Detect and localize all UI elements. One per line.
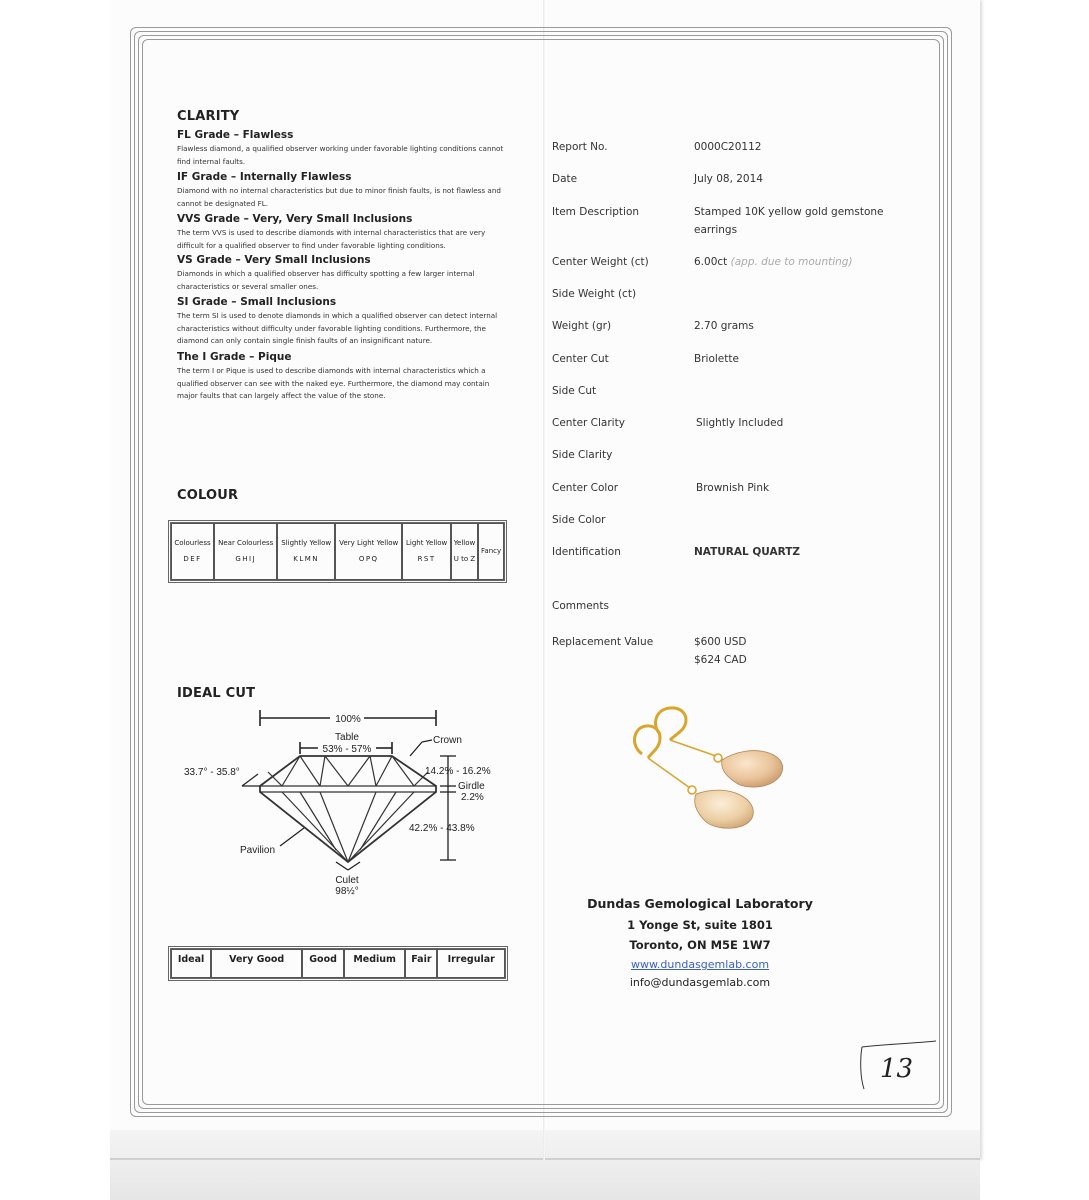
girdle-label: Girdle bbox=[458, 781, 485, 792]
colour-cell-grades: GHIJ bbox=[235, 554, 257, 563]
cut-grade-table bbox=[168, 946, 508, 981]
report-field-value bbox=[694, 253, 853, 271]
report-field-label: Center Weight (ct) bbox=[552, 256, 649, 268]
report-field-label: Side Weight (ct) bbox=[552, 288, 637, 300]
colour-cell bbox=[335, 523, 402, 580]
lab-website-link[interactable]: www.dundasgemlab.com bbox=[630, 958, 770, 971]
report-field-value: July 08, 2014 bbox=[694, 173, 763, 185]
center-weight-note: (app. due to mounting) bbox=[730, 256, 853, 268]
colour-cell bbox=[478, 523, 504, 580]
culet-label: Culet bbox=[335, 875, 359, 886]
handwritten-number-text: 13 bbox=[880, 1054, 914, 1084]
report-field-value: Stamped 10K yellow gold gemstone earrings bbox=[694, 206, 884, 236]
grade-title: VS Grade – Very Small Inclusions bbox=[177, 254, 371, 266]
replacement-value-usd: $600 USD bbox=[694, 636, 747, 648]
scan-background bbox=[0, 0, 110, 1200]
cut-grade-cell: Medium bbox=[344, 949, 405, 978]
grade-description: The term VVS is used to describe diamonds with internal characteristics that are very difficult for a qualified observer to find under favorable lighting conditions. bbox=[177, 228, 486, 250]
cut-grade-cell: Fair bbox=[405, 949, 437, 978]
cut-grade-cell: Very Good bbox=[211, 949, 302, 978]
colour-cell-label: Near Colourless bbox=[218, 539, 274, 547]
report-field-value: Slightly Included bbox=[696, 417, 784, 429]
replacement-value-cad: $624 CAD bbox=[694, 654, 747, 666]
grade-title: SI Grade – Small Inclusions bbox=[177, 296, 337, 308]
colour-cell-label: Light Yellow bbox=[405, 539, 448, 547]
report-field-label: Side Clarity bbox=[552, 449, 613, 461]
clarity-heading: CLARITY bbox=[177, 109, 240, 124]
width-label: 100% bbox=[335, 714, 361, 725]
colour-cell-label: Very Light Yellow bbox=[339, 539, 399, 547]
colour-cell-label: Colourless bbox=[174, 539, 211, 547]
crown-label: Crown bbox=[433, 735, 462, 746]
pavilion-label: Pavilion bbox=[240, 845, 276, 856]
colour-cell bbox=[277, 523, 335, 580]
colour-cell bbox=[214, 523, 277, 580]
grade-title: IF Grade – Internally Flawless bbox=[177, 171, 352, 183]
cut-grade-cell: Good bbox=[302, 949, 344, 978]
lab-address-line1: 1 Yonge St, suite 1801 bbox=[627, 918, 773, 932]
pavilion-depth-label: 42.2% - 43.8% bbox=[409, 823, 475, 834]
report-field-value: Briolette bbox=[694, 353, 739, 365]
report-field-label: Side Color bbox=[552, 514, 606, 526]
grade-description: Diamond with no internal characteristics but due to minor finish faults, is not flawless and cannot be designated FL. bbox=[177, 186, 501, 208]
table-range-label: 53% - 57% bbox=[322, 744, 372, 755]
colour-cell-grades: KLMN bbox=[293, 554, 320, 563]
report-field-label: Weight (gr) bbox=[552, 320, 612, 332]
grade-title: FL Grade – Flawless bbox=[177, 129, 294, 141]
report-field-label: Date bbox=[552, 173, 578, 185]
report-field-value: 2.70 grams bbox=[694, 320, 754, 332]
report-field-value: NATURAL QUARTZ bbox=[694, 546, 800, 558]
colour-cell bbox=[451, 523, 478, 580]
girdle-pct-label: 2.2% bbox=[461, 792, 484, 803]
lab-address-line2: Toronto, ON M5E 1W7 bbox=[629, 938, 771, 952]
table-label: Table bbox=[335, 732, 359, 743]
cut-grade-cell: Irregular bbox=[437, 949, 505, 978]
colour-cell bbox=[402, 523, 450, 580]
grade-description: Flawless diamond, a qualified observer working under favorable lighting conditions cannot find internal faults. bbox=[177, 144, 504, 166]
crown-height-label: 14.2% - 16.2% bbox=[425, 766, 491, 777]
grade-description: Diamonds in which a qualified observer has difficulty spotting a few larger internal characteristics or several smaller ones. bbox=[177, 269, 475, 291]
report-field-label: Center Clarity bbox=[552, 417, 625, 429]
cut-grade-cell: Ideal bbox=[171, 949, 211, 978]
colour-cell-grades: U to Z bbox=[453, 554, 476, 563]
colour-cell bbox=[171, 523, 214, 580]
report-field-label: Center Cut bbox=[552, 353, 609, 365]
colour-scale-table bbox=[168, 520, 507, 583]
report-field-label: Replacement Value bbox=[552, 636, 654, 648]
colour-cell-label: Slightly Yellow bbox=[281, 539, 332, 547]
colour-cell-grades: RST bbox=[417, 554, 436, 563]
diamond-outline bbox=[260, 756, 436, 862]
ideal-cut-heading: IDEAL CUT bbox=[177, 686, 256, 701]
earrings-photo bbox=[620, 700, 800, 835]
grade-title: The I Grade – Pique bbox=[177, 351, 292, 363]
report-field-value: 0000C20112 bbox=[694, 141, 762, 153]
handwritten-page-number bbox=[858, 1039, 938, 1092]
report-field-label: Item Description bbox=[552, 206, 640, 218]
colour-cell-label: Yellow bbox=[453, 539, 476, 547]
colour-cell-label: Fancy bbox=[481, 546, 502, 555]
report-field-label: Report No. bbox=[552, 141, 608, 153]
colour-heading: COLOUR bbox=[177, 488, 239, 503]
colour-cell-grades: OPQ bbox=[358, 554, 379, 563]
grade-title: VVS Grade – Very, Very Small Inclusions bbox=[177, 213, 413, 225]
grade-description: The term I or Pique is used to describe diamonds with internal characteristics which a qualified observer can see with the naked eye. Furthermore, the diamond may contain major faults that can largely affect the value of the stone. bbox=[177, 366, 490, 400]
sheet-bottom-edge bbox=[110, 1130, 980, 1200]
report-field-label: Center Color bbox=[552, 482, 619, 494]
report-field-label: Side Cut bbox=[552, 385, 597, 397]
crown-angle-label: 33.7° - 35.8° bbox=[184, 767, 240, 778]
center-weight-value: 6.00ct bbox=[694, 256, 728, 268]
lab-name: Dundas Gemological Laboratory bbox=[587, 896, 813, 911]
colour-cell-grades: DEF bbox=[183, 554, 202, 563]
report-field-label: Comments bbox=[552, 600, 609, 612]
grade-description: The term SI is used to denote diamonds in which a qualified observer can detect internal characteristics without difficulty under favorable lighting conditions. Furthermore, the diamond can only contain single finish faults of an insignificant nature. bbox=[177, 311, 498, 345]
report-field-label: Identification bbox=[552, 546, 621, 558]
sheet-edge-line bbox=[110, 1158, 980, 1160]
lab-email: info@dundasgemlab.com bbox=[629, 976, 771, 989]
report-field-value: Brownish Pink bbox=[696, 482, 770, 494]
diamond-proportions-diagram bbox=[170, 700, 510, 900]
culet-angle-label: 98½° bbox=[335, 886, 359, 897]
